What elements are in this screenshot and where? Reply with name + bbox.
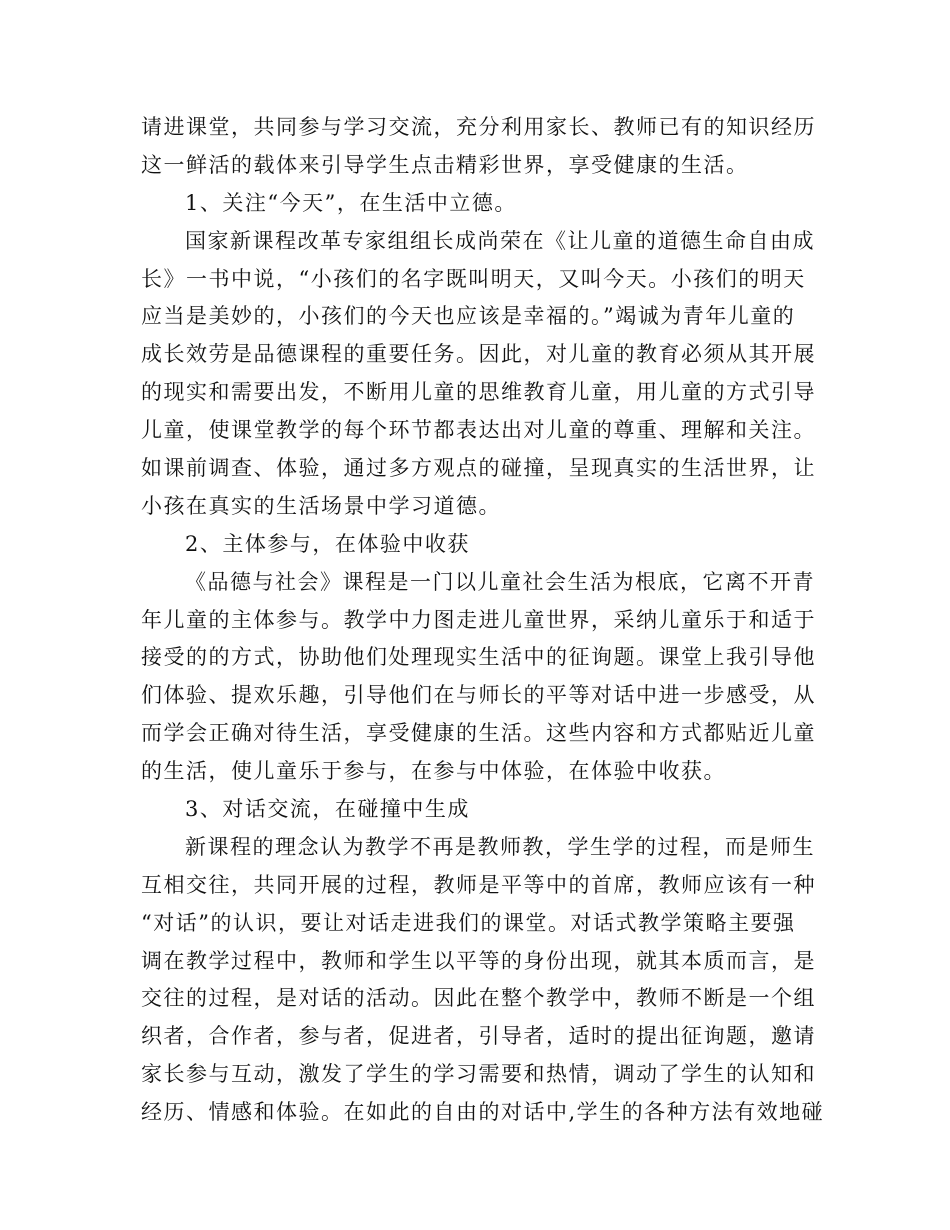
text-line: 3、对话交流，在碰撞中生成 (185, 797, 470, 822)
text-line: 们体验、提欢乐趣，引导他们在与师长的平等对话中进一步感受，从 (141, 683, 816, 708)
text-line: 接受的的方式，协助他们处理现实生活中的征询题。课堂上我引导他 (141, 645, 816, 670)
text-line: 如课前调查、体验，通过多方观点的碰撞，呈现真实的生活世界，让 (141, 456, 816, 481)
text-line: 长》一书中说，“小孩们的名字既叫明天，又叫今天。小孩们的明天 (141, 266, 806, 291)
text-line: 儿童，使课堂教学的每个环节都表达出对儿童的尊重、理解和关注。 (141, 418, 816, 443)
text-line: 家长参与互动，激发了学生的学习需要和热情，调动了学生的认知和 (141, 1062, 816, 1087)
text-line: 的生活，使儿童乐于参与，在参与中体验，在体验中收获。 (141, 759, 726, 784)
text-line: 《品德与社会》课程是一门以儿童社会生活为根底，它离不开青 (185, 569, 815, 594)
text-line: 2、主体参与，在体验中收获 (185, 531, 470, 556)
text-line: “对话”的认识，要让对话走进我们的课堂。对话式教学策略主要强 (141, 910, 796, 935)
text-line: 而学会正确对待生活，享受健康的生活。这些内容和方式都贴近儿童 (141, 721, 816, 746)
text-line: 年儿童的主体参与。教学中力图走进儿童世界，采纳儿童乐于和适于 (141, 607, 816, 632)
text-line: 成长效劳是品德课程的重要任务。因此，对儿童的教育必须从其开展 (141, 342, 816, 367)
text-line: 1、关注“今天”，在生活中立德。 (185, 190, 517, 215)
text-line: 小孩在真实的生活场景中学习道德。 (141, 493, 501, 518)
text-line: 织者，合作者，参与者，促进者，引导者，适时的提出征询题，邀请 (141, 1024, 816, 1049)
document-body (141, 109, 825, 1132)
text-line: 国家新课程改革专家组组长成尚荣在《让儿童的道德生命自由成 (185, 228, 815, 253)
text-line: 互相交往，共同开展的过程，教师是平等中的首席，教师应该有一种 (141, 872, 816, 897)
text-line: 新课程的理念认为教学不再是教师教，学生学的过程，而是师生 (185, 834, 815, 859)
text-line: 经历、情感和体验。在如此的自由的对话中,学生的各种方法有效地碰 (141, 1100, 825, 1125)
text-line: 调在教学过程中，教师和学生以平等的身份出现，就其本质而言，是 (141, 948, 816, 973)
text-line: 的现实和需要出发，不断用儿童的思维教育儿童，用儿童的方式引导 (141, 380, 816, 405)
text-line: 这一鲜活的载体来引导学生点击精彩世界，享受健康的生活。 (141, 152, 749, 177)
text-line: 应当是美妙的，小孩们的今天也应该是幸福的。”竭诚为青年儿童的 (141, 304, 796, 329)
text-line: 请进课堂，共同参与学习交流，充分利用家长、教师已有的知识经历 (141, 115, 816, 139)
text-line: 交往的过程，是对话的活动。因此在整个教学中，教师不断是一个组 (141, 986, 816, 1011)
